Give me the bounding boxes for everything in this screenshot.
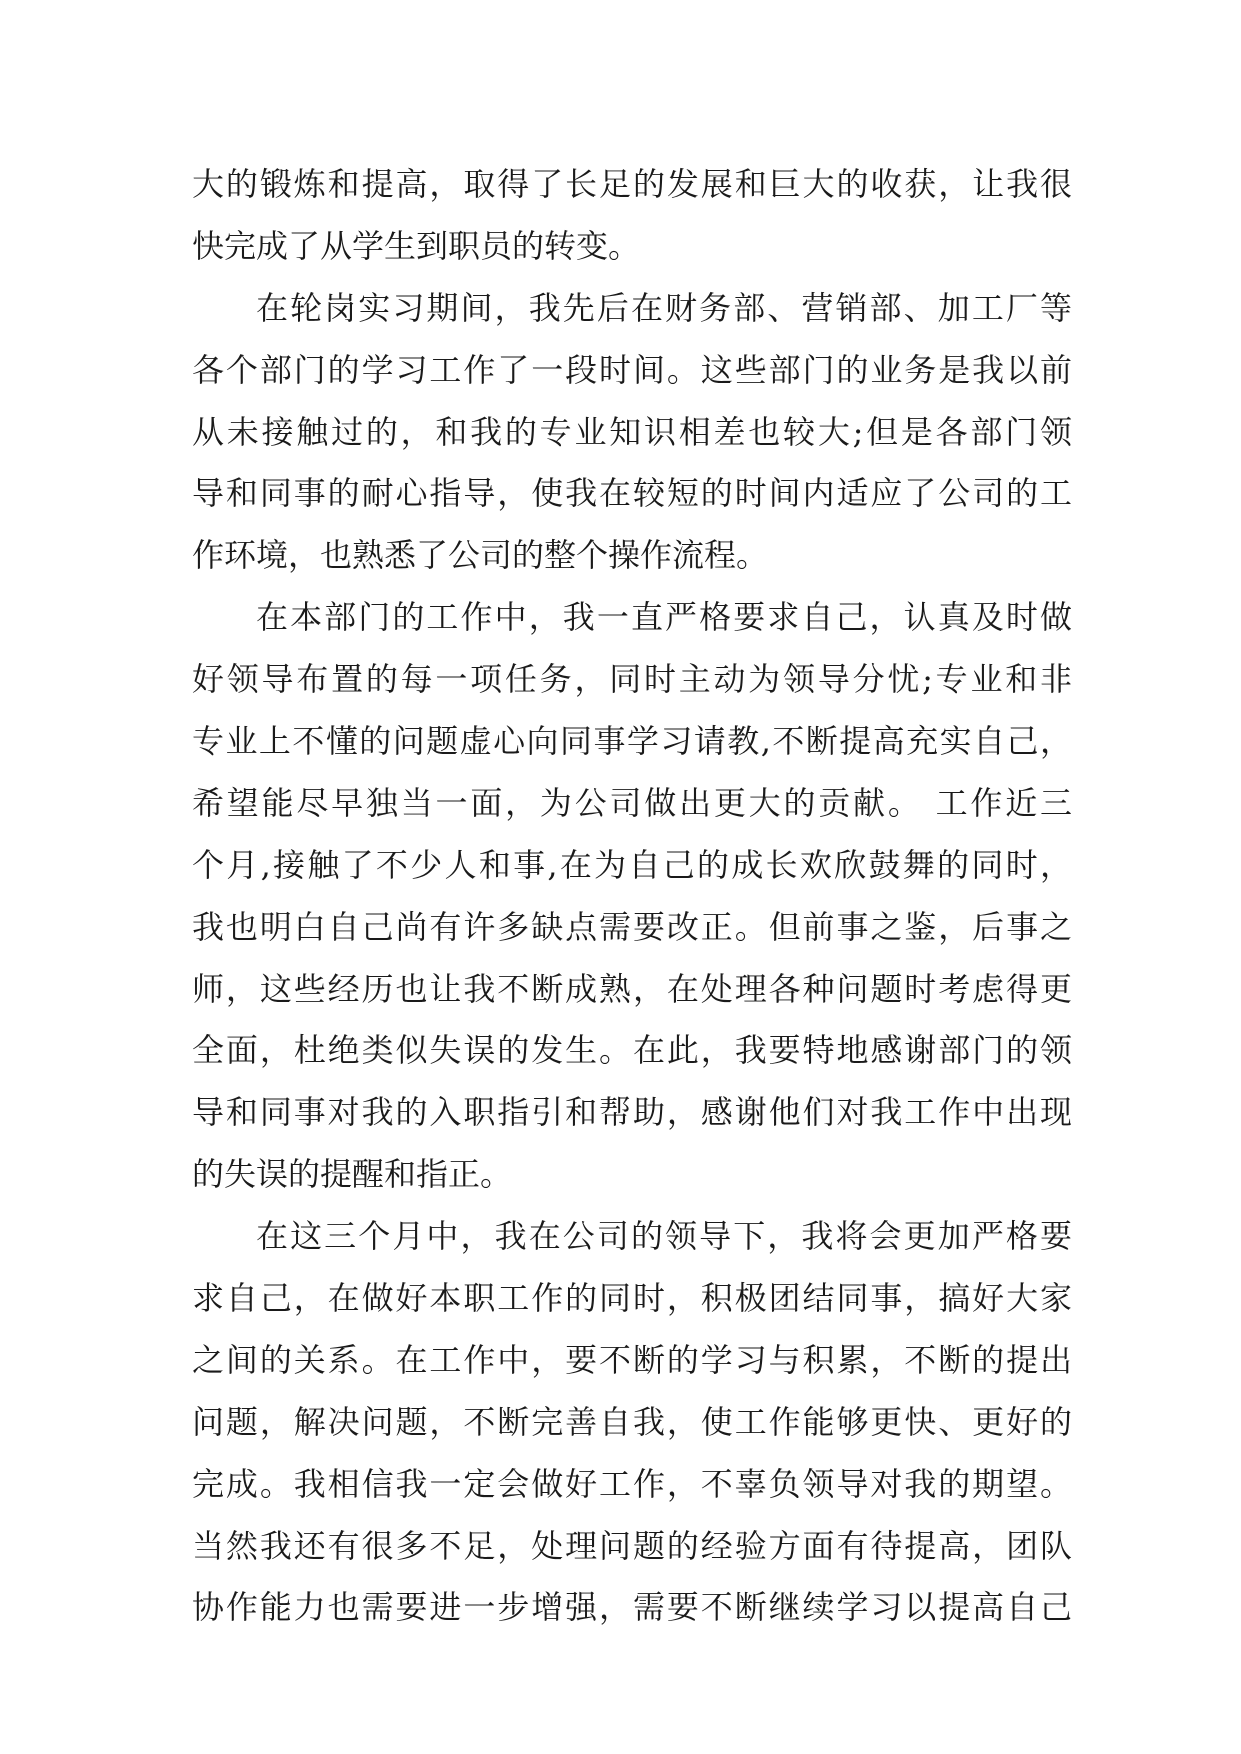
text-line: 导和同事对我的入职指引和帮助，感谢他们对我工作中出现 — [192, 1093, 1072, 1132]
text-line: 作环境，也熟悉了公司的整个操作流程。 — [192, 536, 769, 575]
text-line: 问题，解决问题，不断完善自我，使工作能够更快、更好的 — [192, 1402, 1072, 1441]
text-line: 专业上不懂的问题虚心向同事学习请教,不断提高充实自己， — [192, 722, 1072, 761]
text-line: 在轮岗实习期间，我先后在财务部、营销部、加工厂等 — [256, 288, 1072, 327]
text-line: 大的锻炼和提高，取得了长足的发展和巨大的收获，让我很 — [192, 165, 1072, 203]
text-line: 的失误的提醒和指正。 — [192, 1155, 513, 1194]
text-line: 当然我还有很多不足，处理问题的经验方面有待提高，团队 — [192, 1526, 1072, 1565]
text-line: 师，这些经历也让我不断成熟，在处理各种问题时考虑得更 — [192, 969, 1072, 1008]
text-line: 各个部门的学习工作了一段时间。这些部门的业务是我以前 — [192, 350, 1072, 389]
text-line: 快完成了从学生到职员的转变。 — [192, 226, 641, 265]
text-line: 从未接触过的，和我的专业知识相差也较大;但是各部门领 — [192, 412, 1072, 451]
text-line: 在这三个月中，我在公司的领导下，我将会更加严格要 — [256, 1217, 1072, 1256]
text-line: 我也明白自己尚有许多缺点需要改正。但前事之鉴，后事之 — [192, 907, 1072, 946]
body-text — [192, 154, 1072, 1639]
text-line: 在本部门的工作中，我一直严格要求自己，认真及时做 — [256, 598, 1072, 637]
text-line: 完成。我相信我一定会做好工作，不辜负领导对我的期望。 — [192, 1464, 1072, 1503]
text-line: 求自己，在做好本职工作的同时，积极团结同事，搞好大家 — [192, 1279, 1072, 1318]
text-line: 好领导布置的每一项任务，同时主动为领导分忧;专业和非 — [192, 660, 1072, 699]
text-line: 希望能尽早独当一面，为公司做出更大的贡献。 工作近三 — [192, 783, 1072, 822]
text-line: 导和同事的耐心指导，使我在较短的时间内适应了公司的工 — [192, 474, 1072, 513]
text-line: 个月,接触了不少人和事,在为自己的成长欢欣鼓舞的同时， — [192, 845, 1072, 884]
text-line: 协作能力也需要进一步增强，需要不断继续学习以提高自己 — [192, 1588, 1072, 1627]
text-line: 全面，杜绝类似失误的发生。在此，我要特地感谢部门的领 — [192, 1031, 1072, 1070]
text-line: 之间的关系。在工作中，要不断的学习与积累，不断的提出 — [192, 1340, 1072, 1379]
